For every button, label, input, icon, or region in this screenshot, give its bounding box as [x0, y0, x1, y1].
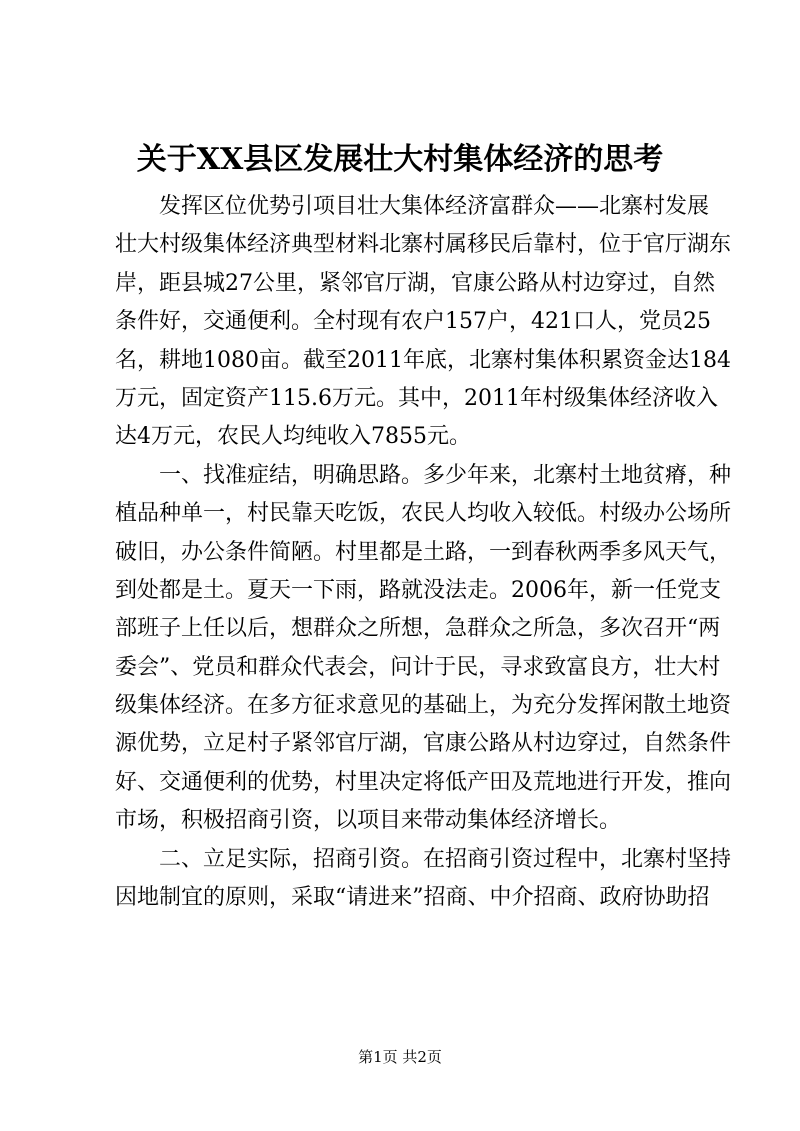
body-line: 破旧，办公条件简陋。村里都是土路，一到春秋两季多风天气，: [115, 539, 732, 565]
body-line: 壮大村级集体经济典型材料北寨村属移民后靠村，位于官厅湖东: [115, 232, 732, 258]
body-line: 因地制宜的原则，采取“请进来”招商、中介招商、政府协助招: [115, 885, 710, 911]
body-line: 岸，距县城27公里，紧邻官厅湖，官康公路从村边穿过，自然: [115, 270, 715, 296]
body-line: 委会”、党员和群众代表会，问计于民，寻求致富良方，壮大村: [115, 654, 721, 680]
body-line: 源优势，立足村子紧邻官厅湖，官康公路从村边穿过，自然条件: [115, 731, 732, 757]
body-line: 一、找准症结，明确思路。多少年来，北寨村土地贫瘠，种: [159, 462, 732, 488]
body-line: 达4万元，农民人均纯收入7855元。: [115, 424, 471, 450]
body-line: 二、立足实际，招商引资。在招商引资过程中，北寨村坚持: [159, 846, 732, 872]
body-line: 好、交通便利的优势，村里决定将低产田及荒地进行开发，推向: [115, 769, 732, 795]
document-body: [115, 188, 732, 917]
body-line: 级集体经济。在多方征求意见的基础上，为充分发挥闲散土地资: [115, 693, 732, 719]
body-line: 到处都是土。夏天一下雨，路就没法走。2006年，新一任党支: [115, 577, 721, 603]
body-line: 条件好，交通便利。全村现有农户157户，421口人，党员25: [115, 309, 711, 335]
body-line: 部班子上任以后，想群众之所想，急群众之所急，多次召开“两: [115, 616, 721, 642]
body-line: 植品种单一，村民靠天吃饭，农民人均收入较低。村级办公场所: [115, 501, 732, 527]
body-line: 市场，积极招商引资，以项目来带动集体经济增长。: [115, 808, 622, 834]
body-line: 名，耕地1080亩。截至2011年底，北寨村集体积累资金达184: [115, 347, 731, 373]
body-line: 万元，固定资产115.6万元。其中，2011年村级集体经济收入: [115, 385, 718, 411]
document-title: 关于XX县区发展壮大村集体经济的思考: [136, 142, 664, 177]
body-line: 发挥区位优势引项目壮大集体经济富群众——北寨村发展: [159, 194, 710, 219]
page-footer: 第1页 共2页: [358, 1048, 442, 1066]
